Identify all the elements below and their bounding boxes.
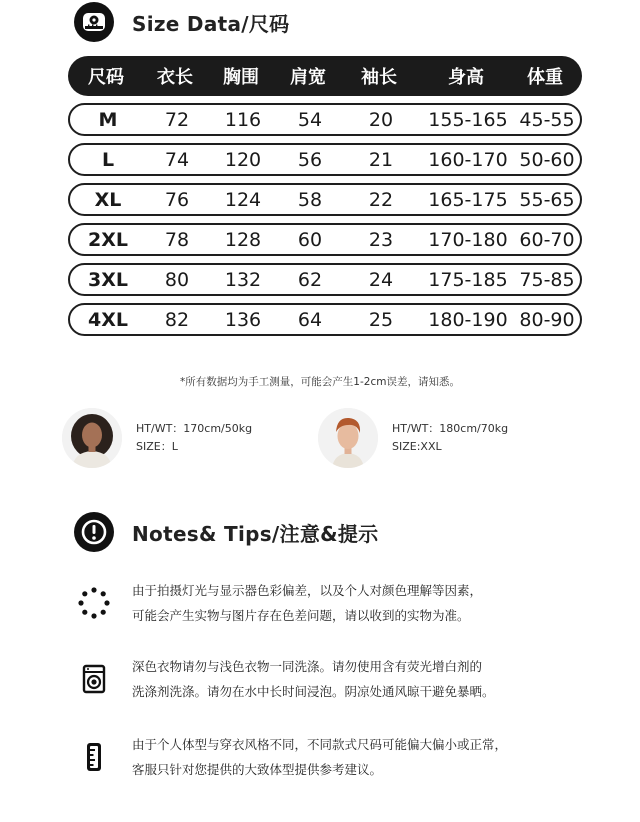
tip-line: 深色衣物请勿与浅色衣物一同洗涤。请勿使用含有荧光增白剂的 [132,659,483,674]
avatar [318,408,378,468]
header-size: 尺码 [88,67,124,88]
cell-weight: 75-85 [519,268,575,291]
cell-shoulder: 58 [297,188,323,211]
header-shoulder: 肩宽 [290,67,326,88]
cell-length: 74 [164,148,190,171]
cell-weight: 45-55 [519,108,575,131]
cell-weight: 50-60 [519,148,575,171]
cell-chest: 136 [224,308,262,331]
exclamation-icon [74,512,114,552]
model-htwt: HT/WT：170cm/50kg [136,422,253,435]
tip-line: 洗涤剂洗涤。请勿在水中长时间浸泡。阴凉处通风晾干避免暴晒。 [132,684,495,699]
cell-height: 175-185 [428,268,508,291]
cell-height: 165-175 [428,188,508,211]
cell-length: 76 [164,188,190,211]
notes-tips-header [74,512,378,552]
cell-length: 78 [164,228,190,251]
tip-washing [76,654,495,704]
washing-machine-icon [76,661,112,697]
table-row [68,223,582,256]
cell-shoulder: 56 [297,148,323,171]
cell-height: 155-165 [428,108,508,131]
cell-height: 160-170 [428,148,508,171]
cell-shoulder: 64 [297,308,323,331]
cell-sleeve: 20 [368,108,394,131]
cell-size: 4XL [88,308,128,331]
tip-line: 可能会产生实物与图片存在色差问题，请以收到的实物为准。 [132,608,470,623]
model-htwt: HT/WT：180cm/70kg [392,422,509,435]
cell-weight: 55-65 [519,188,575,211]
size-data-title: Size Data/尺码 [132,11,290,36]
tip-line: 客服只针对您提供的大致体型提供参考建议。 [132,762,383,777]
header-length: 衣长 [157,67,193,88]
table-row [68,303,582,336]
cell-size: L [101,148,115,171]
measurement-footnote: *所有数据均为手工测量，可能会产生1-2cm误差，请知悉。 [180,376,460,388]
cell-length: 72 [164,108,190,131]
cell-sleeve: 21 [368,148,394,171]
size-table-header [68,56,582,96]
avatar [62,408,122,468]
cell-size: 3XL [88,268,128,291]
model-info-male [318,408,508,468]
cell-length: 80 [164,268,190,291]
table-row [68,103,582,136]
measuring-tape-icon [74,2,114,42]
cell-sleeve: 22 [368,188,394,211]
cell-sleeve: 23 [368,228,394,251]
cell-length: 82 [164,308,190,331]
tip-color-difference [76,578,482,628]
cell-chest: 128 [224,228,262,251]
cell-size: M [98,108,118,131]
cell-shoulder: 60 [297,228,323,251]
cell-weight: 60-70 [519,228,575,251]
table-row [68,183,582,216]
table-row [68,263,582,296]
cell-sleeve: 25 [368,308,394,331]
cell-size: XL [94,188,122,211]
cell-size: 2XL [88,228,128,251]
header-weight: 体重 [527,67,563,88]
dotted-circle-icon [76,585,112,621]
cell-height: 180-190 [428,308,508,331]
model-size: SIZE：L [136,440,178,453]
size-table [68,56,582,336]
cell-chest: 116 [224,108,262,131]
cell-shoulder: 62 [297,268,323,291]
tip-line: 由于拍摄灯光与显示器色彩偏差，以及个人对颜色理解等因素， [132,583,483,598]
cell-sleeve: 24 [368,268,394,291]
tip-line: 由于个人体型与穿衣风格不同，不同款式尺码可能偏大偏小或正常， [132,737,508,752]
size-data-header [74,2,290,42]
model-info-female [62,408,252,468]
ruler-icon [76,739,112,775]
notes-tips-title: Notes& Tips/注意&提示 [132,521,379,546]
header-sleeve: 袖长 [361,67,397,88]
model-size: SIZE:XXL [392,440,442,453]
cell-chest: 124 [224,188,262,211]
cell-weight: 80-90 [519,308,575,331]
table-row [68,143,582,176]
cell-shoulder: 54 [297,108,323,131]
cell-height: 170-180 [428,228,508,251]
header-chest: 胸围 [223,67,259,88]
tip-size-advice [76,732,507,782]
cell-chest: 132 [224,268,262,291]
header-height: 身高 [448,67,484,88]
cell-chest: 120 [224,148,262,171]
